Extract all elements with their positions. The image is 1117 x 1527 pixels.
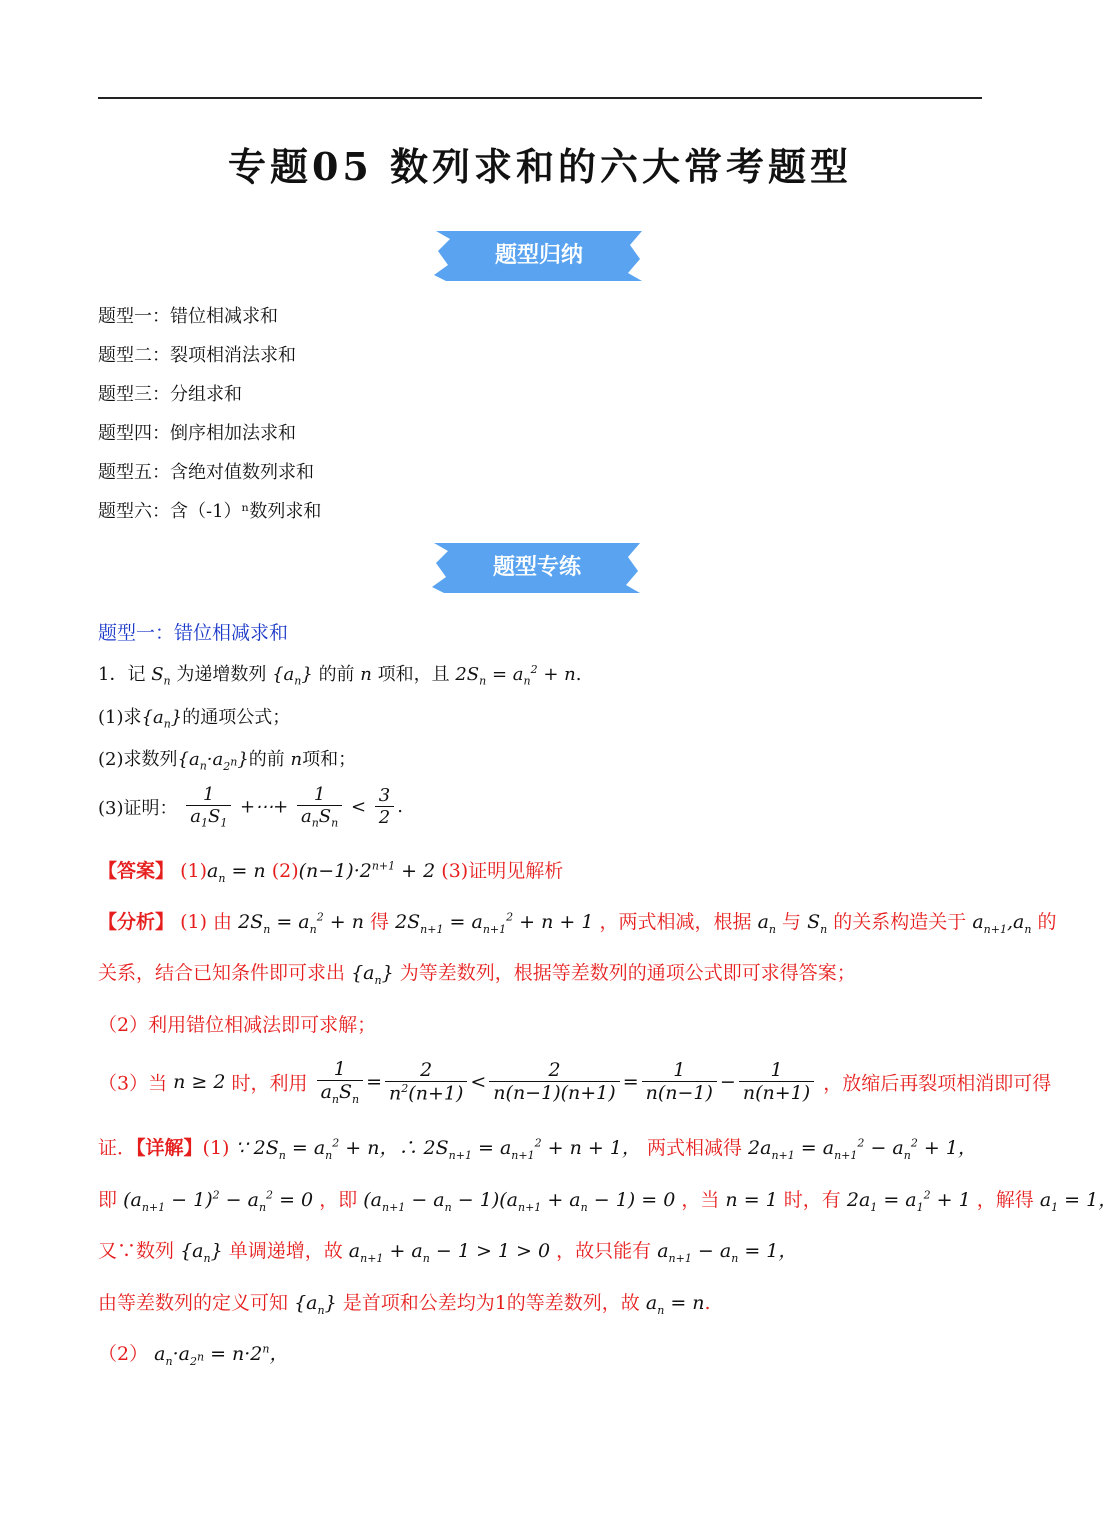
toc-item: 题型六：含（-1）ⁿ数列求和	[98, 501, 322, 522]
question-part-3: (3)证明： $\frac{1}{a_1S_1}$ +⋯+ $\frac{1}{a_nS_n}$ < $\frac{3}{2}$ .	[98, 784, 403, 830]
analysis-line-6: 即 $(a_{n+1} - 1)^2 - a_n^2 = 0$ ，即 $(a_{n+1} - a_n - 1)(a_{n+1} + a_n - 1) = 0$ ，当 n = 1 时，有 $2a_1 = a_1^2 + 1$ ，解得 $a_1 = 1$，	[98, 1188, 1117, 1214]
analysis-line-5: 证．【详解】(1) ∵ $2S_n = a_n^2 + n$，∴ $2S_{n+1} = a_{n+1}^2 + n + 1$， 两式相减得 $2a_{n+1} = a_{n+1}^2 - a_n^2 + 1$，	[98, 1136, 977, 1162]
analysis-line-9: （2） $a_n\cdot a_{2^n} = n\cdot 2^n$，	[98, 1342, 289, 1368]
banner-summary	[434, 229, 644, 283]
question-part-1: (1)求$\{a_n\}$的通项公式；	[98, 707, 291, 731]
question-part-2: (2)求数列$\{a_n\cdot a_{2^n}\}$的前 n项和；	[98, 749, 357, 773]
toc-item: 题型五：含绝对值数列求和	[98, 462, 314, 483]
toc-item: 题型二：裂项相消法求和	[98, 345, 296, 366]
analysis-line-8: 由等差数列的定义可知 $\{a_n\}$ 是首项和公差均为1的等差数列，故 $a_n = n$.	[98, 1292, 711, 1317]
analysis-line-1: 【分析】 (1) 由 $2S_n = a_n^2 + n$ 得 $2S_{n+1} = a_{n+1}^2 + n + 1$ ，两式相减，根据 $a_n$ 与 $S_n$ 的关系构造关于 $a_{n+1},a_n$ 的	[98, 910, 1057, 936]
analysis-line-3: （2）利用错位相减法即可求解；	[98, 1014, 377, 1036]
top-rule	[98, 97, 982, 99]
banner-practice-label: 题型专练	[492, 555, 581, 580]
analysis-line-4: （3）当 n ≥ 2 时，利用 $\frac{1}{a_nS_n}$ = $\frac{2}{n^2(n+1)}$ < $\frac{2}{n(n-1)(n+1)}$ = $\frac{1}{n(n-1)}$ − $\frac{1}{n(n+1)}$ ，放缩后再裂项相消即可得	[98, 1058, 1052, 1106]
toc-item: 题型三：分组求和	[98, 384, 242, 405]
question-stem: 1．记 $S_n$ 为递增数列 $\{a_n\}$ 的前 n 项和，且 $2S_n = a_n^2 + n$.	[98, 663, 582, 688]
toc-item: 题型四：倒序相加法求和	[98, 423, 296, 444]
analysis-line-7: 又∵数列 $\{a_n\}$ 单调递增，故 $a_{n+1} + a_n - 1 > 1 > 0$ ，故只能有 $a_{n+1} - a_n = 1$，	[98, 1240, 798, 1265]
page-title: 专题05 数列求和的六大常考题型	[227, 144, 853, 189]
analysis-line-2: 关系，结合已知条件即可求出 $\{a_n\}$ 为等差数列，根据等差数列的通项公式即可求得答案；	[98, 962, 856, 987]
answer-line: 【答案】 $(1)a_n = n$ $(2)(n-1)\cdot 2^{n+1} + 2$ (3)证明见解析	[98, 859, 564, 885]
banner-summary-label: 题型归纳	[494, 243, 583, 268]
section-heading: 题型一：错位相减求和	[98, 622, 289, 644]
banner-practice	[432, 541, 642, 595]
toc-item: 题型一：错位相减求和	[98, 306, 278, 327]
